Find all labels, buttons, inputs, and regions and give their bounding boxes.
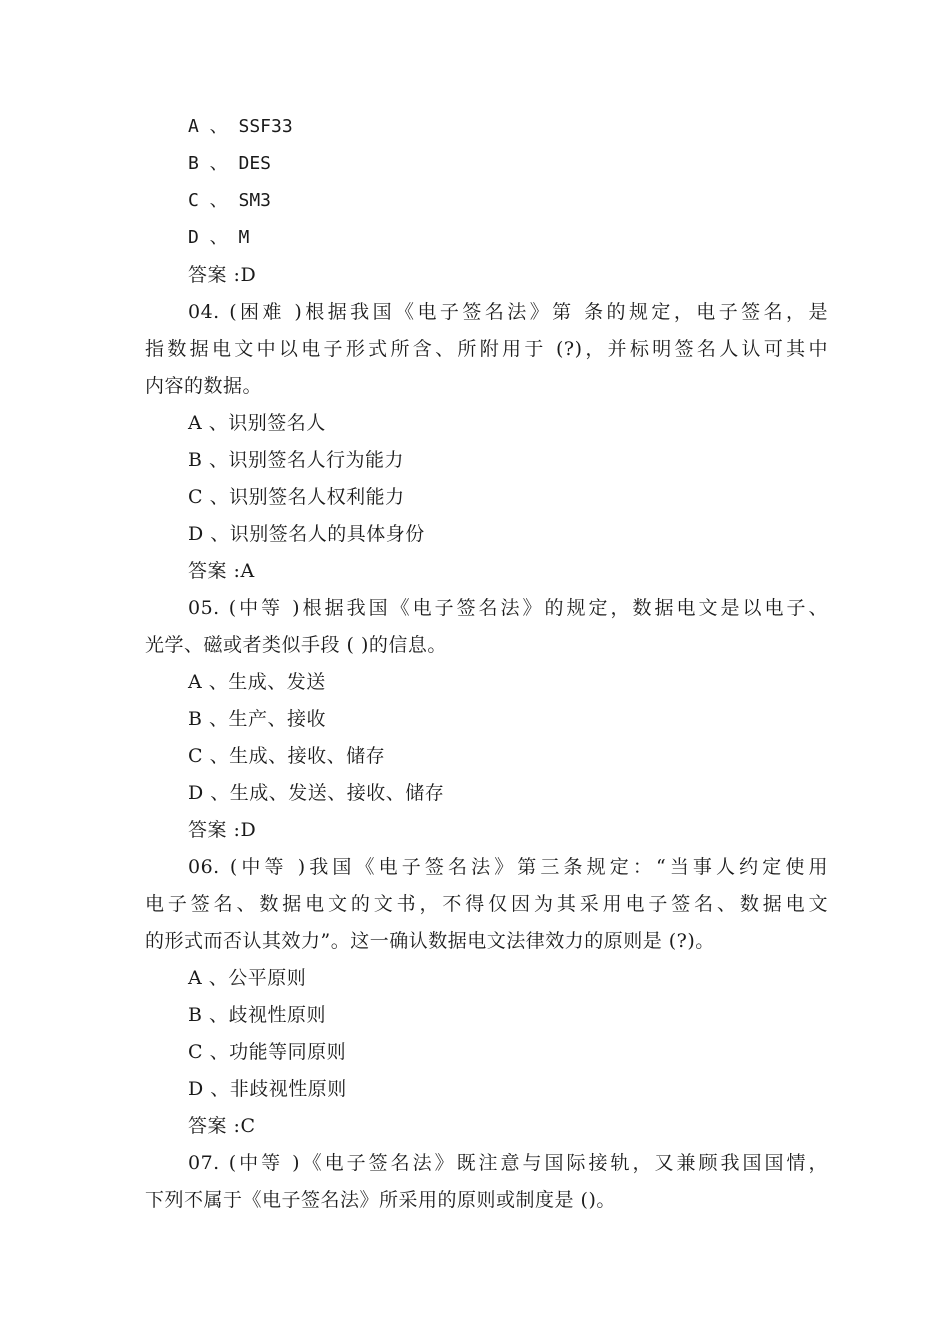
question-05-line-1: 05. (中等 )根据我国《电子签名法》的规定，数据电文是以电子、 [188,597,828,619]
question-06-line-3: 的形式而否认其效力”。这一确认数据电文法律效力的原则是 (?)。 [145,930,715,952]
question-04-option-c: C 、识别签名人权利能力 [188,486,405,508]
question-04-option-a: A 、识别签名人 [188,412,326,434]
question-04-answer: 答案 :A [188,560,255,582]
question-05-answer: 答案 :D [188,819,257,841]
question-06-line-1: 06. (中等 )我国《电子签名法》第三条规定：“当事人约定使用 [188,856,828,878]
question-06-option-c: C 、功能等同原则 [188,1041,347,1063]
question-05-option-a: A 、生成、发送 [188,671,326,693]
option-b: B 、 DES [188,153,272,174]
question-06-answer: 答案 :C [188,1115,256,1137]
question-05-option-c: C 、生成、接收、储存 [188,745,386,767]
question-04-line-3: 内容的数据。 [145,375,263,397]
question-04-option-b: B 、识别签名人行为能力 [188,449,405,471]
question-06-line-2: 电子签名、数据电文的文书，不得仅因为其采用电子签名、数据电文 [145,893,828,915]
question-04-option-d: D 、识别签名人的具体身份 [188,523,425,545]
question-04-line-1: 04. (困难 )根据我国《电子签名法》第 条的规定，电子签名，是 [188,301,828,323]
question-06-option-a: A 、公平原则 [188,967,307,989]
option-a: A 、 SSF33 [188,116,293,137]
answer-line: 答案 :D [188,264,257,286]
question-05-line-2: 光学、磁或者类似手段 ( )的信息。 [145,634,447,656]
option-d: D 、 M [188,227,250,248]
question-04-line-2: 指数据电文中以电子形式所含、所附用于 (?)，并标明签名人认可其中 [145,338,828,360]
question-07-line-2: 下列不属于《电子签名法》所采用的原则或制度是 ()。 [145,1189,616,1211]
option-c: C 、 SM3 [188,190,272,211]
question-05-option-b: B 、生产、接收 [188,708,327,730]
question-06-option-d: D 、非歧视性原则 [188,1078,347,1100]
question-05-option-d: D 、生成、发送、接收、储存 [188,782,445,804]
question-06-option-b: B 、歧视性原则 [188,1004,327,1026]
question-07-line-1: 07. (中等 )《电子签名法》既注意与国际接轨，又兼顾我国国情， [188,1152,828,1174]
